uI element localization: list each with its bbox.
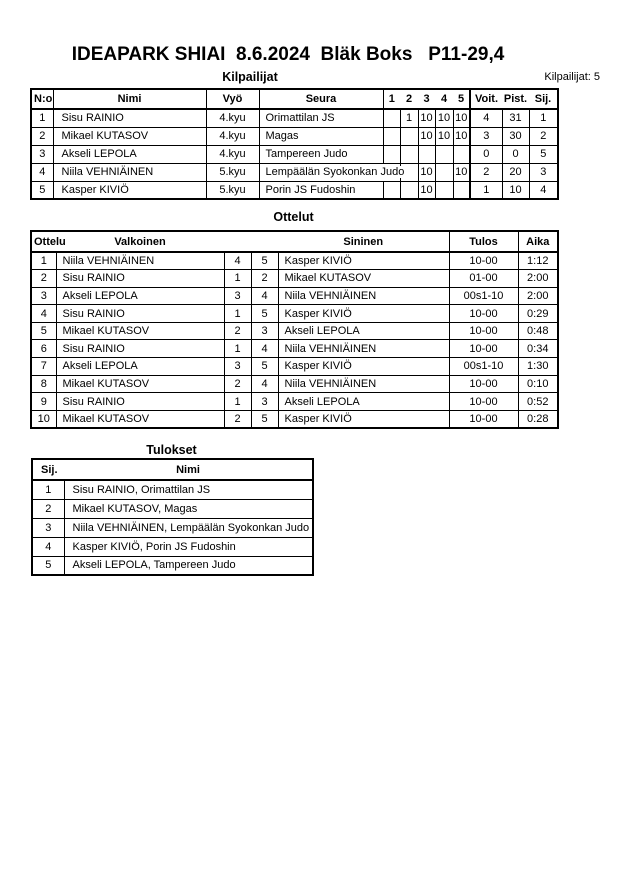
cell-sij: 5 (529, 145, 558, 163)
cell-s1 (383, 109, 400, 127)
cell-aika: 0:10 (518, 375, 558, 393)
cell-match-no: 4 (31, 305, 56, 323)
cell-tulos: 00s1-10 (449, 358, 518, 376)
cell-seura: Lempäälän Syokonkan Judo (259, 163, 383, 181)
table-row (31, 109, 558, 127)
table-row (31, 322, 558, 340)
cell-sininen-no: 5 (251, 358, 278, 376)
cell-sininen-no: 3 (251, 393, 278, 411)
kilpailijat-heading: Kilpailijat (222, 70, 278, 84)
cell-valkoinen: Niila VEHNIÄINEN (56, 252, 224, 270)
cell-s4 (435, 145, 453, 163)
cell-valkoinen: Mikael KUTASOV (56, 375, 224, 393)
cell-s4 (435, 181, 453, 199)
cell-s2 (400, 145, 418, 163)
table-row (31, 145, 558, 163)
competitors-count: Kilpailijat: 5 (544, 71, 600, 83)
cell-valkoinen: Akseli LEPOLA (56, 287, 224, 305)
cell-s2: 1 (400, 109, 418, 127)
col-header-seura: Seura (259, 89, 383, 109)
col-header-4: 4 (435, 89, 453, 109)
cell-seura: Magas (259, 127, 383, 145)
col-header-valkoinen: Valkoinen (56, 231, 224, 252)
cell-vyo: 5.kyu (206, 181, 259, 199)
table-row (31, 287, 558, 305)
cell-valkoinen-no: 4 (224, 252, 251, 270)
col-header-sno (251, 231, 278, 252)
cell-s5: 10 (453, 109, 470, 127)
cell-s3: 10 (418, 163, 435, 181)
cell-sij: 5 (32, 556, 64, 575)
cell-nimi: Mikael KUTASOV, Magas (64, 499, 313, 518)
cell-valkoinen: Sisu RAINIO (56, 393, 224, 411)
table-row (31, 393, 558, 411)
cell-sij: 2 (32, 499, 64, 518)
cell-sininen-no: 2 (251, 270, 278, 288)
cell-aika: 2:00 (518, 287, 558, 305)
cell-tulos: 00s1-10 (449, 287, 518, 305)
col-header-vyo: Vyö (206, 89, 259, 109)
cell-sininen: Niila VEHNIÄINEN (278, 287, 449, 305)
cell-s4 (435, 163, 453, 181)
table-row (31, 181, 558, 199)
cell-pist: 31 (502, 109, 529, 127)
cell-s5: 10 (453, 127, 470, 145)
cell-sininen-no: 5 (251, 305, 278, 323)
col-header-sij: Sij. (32, 459, 64, 480)
cell-tulos: 10-00 (449, 410, 518, 428)
cell-aika: 1:12 (518, 252, 558, 270)
tulokset-heading: Tulokset (146, 443, 197, 457)
cell-sij: 3 (529, 163, 558, 181)
col-header-tulos: Tulos (449, 231, 518, 252)
cell-aika: 0:28 (518, 410, 558, 428)
cell-s3: 10 (418, 181, 435, 199)
cell-s4: 10 (435, 127, 453, 145)
table-row (31, 358, 558, 376)
cell-pist: 30 (502, 127, 529, 145)
cell-seura: Tampereen Judo (259, 145, 383, 163)
cell-s3: 10 (418, 109, 435, 127)
cell-sininen-no: 4 (251, 375, 278, 393)
cell-match-no: 7 (31, 358, 56, 376)
table-row (32, 518, 313, 537)
cell-s3: 10 (418, 127, 435, 145)
cell-sij: 3 (32, 518, 64, 537)
cell-voit: 4 (470, 109, 502, 127)
col-header-ottelu: Ottelu (31, 231, 56, 252)
cell-sij: 1 (529, 109, 558, 127)
cell-voit: 1 (470, 181, 502, 199)
col-header-pist: Pist. (502, 89, 529, 109)
cell-match-no: 6 (31, 340, 56, 358)
ottelut-table (30, 230, 559, 429)
cell-tulos: 01-00 (449, 270, 518, 288)
cell-s1 (383, 181, 400, 199)
cell-voit: 2 (470, 163, 502, 181)
kilpailijat-header-row (31, 89, 558, 109)
tulokset-header-row (32, 459, 313, 480)
cell-sij: 1 (32, 480, 64, 499)
cell-sij: 2 (529, 127, 558, 145)
cell-valkoinen: Sisu RAINIO (56, 305, 224, 323)
cell-sininen: Kasper KIVIÖ (278, 410, 449, 428)
table-row (31, 305, 558, 323)
col-header-sininen: Sininen (278, 231, 449, 252)
cell-s3 (418, 145, 435, 163)
cell-nimi: Akseli LEPOLA (53, 145, 206, 163)
table-row (31, 270, 558, 288)
cell-s2 (400, 181, 418, 199)
cell-vyo: 4.kyu (206, 127, 259, 145)
table-row (31, 252, 558, 270)
cell-tulos: 10-00 (449, 375, 518, 393)
cell-vyo: 5.kyu (206, 163, 259, 181)
cell-valkoinen: Sisu RAINIO (56, 270, 224, 288)
cell-pist: 20 (502, 163, 529, 181)
cell-aika: 0:29 (518, 305, 558, 323)
col-header-no: N:o (31, 89, 53, 109)
page-title: IDEAPARK SHIAI 8.6.2024 Bläk Boks P11-29,4 (71, 44, 505, 65)
cell-no: 2 (31, 127, 53, 145)
cell-aika: 0:34 (518, 340, 558, 358)
cell-sij: 4 (32, 537, 64, 556)
cell-sininen: Akseli LEPOLA (278, 393, 449, 411)
ottelut-header-row (31, 231, 558, 252)
cell-s5: 10 (453, 163, 470, 181)
cell-nimi: Kasper KIVIÖ (53, 181, 206, 199)
cell-aika: 1:30 (518, 358, 558, 376)
cell-vyo: 4.kyu (206, 145, 259, 163)
col-header-5: 5 (453, 89, 470, 109)
cell-voit: 3 (470, 127, 502, 145)
cell-valkoinen-no: 3 (224, 287, 251, 305)
table-row (31, 410, 558, 428)
cell-sininen: Kasper KIVIÖ (278, 252, 449, 270)
tulokset-table (31, 458, 314, 576)
cell-aika: 0:48 (518, 322, 558, 340)
col-header-2: 2 (400, 89, 418, 109)
cell-s4: 10 (435, 109, 453, 127)
cell-valkoinen-no: 1 (224, 305, 251, 323)
table-row (31, 340, 558, 358)
table-row (32, 556, 313, 575)
col-header-1: 1 (383, 89, 400, 109)
cell-vyo: 4.kyu (206, 109, 259, 127)
cell-match-no: 10 (31, 410, 56, 428)
cell-seura: Orimattilan JS (259, 109, 383, 127)
cell-valkoinen-no: 1 (224, 340, 251, 358)
cell-pist: 0 (502, 145, 529, 163)
cell-match-no: 2 (31, 270, 56, 288)
table-row (31, 375, 558, 393)
cell-s2 (400, 127, 418, 145)
cell-pist: 10 (502, 181, 529, 199)
table-row (32, 537, 313, 556)
cell-aika: 0:52 (518, 393, 558, 411)
kilpailijat-table (30, 88, 559, 200)
cell-match-no: 3 (31, 287, 56, 305)
cell-tulos: 10-00 (449, 322, 518, 340)
cell-sininen: Kasper KIVIÖ (278, 358, 449, 376)
cell-no: 4 (31, 163, 53, 181)
ottelut-heading: Ottelut (273, 210, 314, 224)
cell-valkoinen: Akseli LEPOLA (56, 358, 224, 376)
cell-match-no: 1 (31, 252, 56, 270)
cell-nimi: Niila VEHNIÄINEN (53, 163, 206, 181)
col-header-vno (224, 231, 251, 252)
cell-sininen-no: 4 (251, 340, 278, 358)
cell-valkoinen: Mikael KUTASOV (56, 322, 224, 340)
col-header-3: 3 (418, 89, 435, 109)
cell-valkoinen: Sisu RAINIO (56, 340, 224, 358)
cell-valkoinen-no: 1 (224, 393, 251, 411)
cell-valkoinen-no: 2 (224, 410, 251, 428)
cell-match-no: 8 (31, 375, 56, 393)
cell-nimi: Niila VEHNIÄINEN, Lempäälän Syokonkan Judo (64, 518, 313, 537)
table-row (32, 499, 313, 518)
cell-no: 5 (31, 181, 53, 199)
col-header-aika: Aika (518, 231, 558, 252)
cell-nimi: Kasper KIVIÖ, Porin JS Fudoshin (64, 537, 313, 556)
cell-valkoinen-no: 2 (224, 375, 251, 393)
cell-sininen-no: 5 (251, 410, 278, 428)
cell-voit: 0 (470, 145, 502, 163)
cell-aika: 2:00 (518, 270, 558, 288)
cell-nimi: Akseli LEPOLA, Tampereen Judo (64, 556, 313, 575)
cell-sininen-no: 5 (251, 252, 278, 270)
cell-sininen-no: 4 (251, 287, 278, 305)
col-header-voit: Voit. (470, 89, 502, 109)
cell-sininen: Kasper KIVIÖ (278, 305, 449, 323)
cell-no: 1 (31, 109, 53, 127)
cell-s5 (453, 181, 470, 199)
cell-tulos: 10-00 (449, 340, 518, 358)
cell-tulos: 10-00 (449, 393, 518, 411)
cell-nimi: Mikael KUTASOV (53, 127, 206, 145)
cell-sininen: Akseli LEPOLA (278, 322, 449, 340)
cell-s1 (383, 127, 400, 145)
cell-no: 3 (31, 145, 53, 163)
cell-tulos: 10-00 (449, 252, 518, 270)
col-header-sij: Sij. (529, 89, 558, 109)
cell-nimi: Sisu RAINIO (53, 109, 206, 127)
cell-match-no: 9 (31, 393, 56, 411)
cell-tulos: 10-00 (449, 305, 518, 323)
cell-valkoinen: Mikael KUTASOV (56, 410, 224, 428)
cell-valkoinen-no: 3 (224, 358, 251, 376)
cell-nimi: Sisu RAINIO, Orimattilan JS (64, 480, 313, 499)
cell-valkoinen-no: 1 (224, 270, 251, 288)
cell-sininen: Mikael KUTASOV (278, 270, 449, 288)
cell-sininen: Niila VEHNIÄINEN (278, 340, 449, 358)
table-row (31, 163, 558, 181)
col-header-nimi: Nimi (53, 89, 206, 109)
cell-sininen: Niila VEHNIÄINEN (278, 375, 449, 393)
cell-seura: Porin JS Fudoshin (259, 181, 383, 199)
table-row (32, 480, 313, 499)
col-header-nimi: Nimi (64, 459, 313, 480)
table-row (31, 127, 558, 145)
cell-sij: 4 (529, 181, 558, 199)
cell-sininen-no: 3 (251, 322, 278, 340)
cell-valkoinen-no: 2 (224, 322, 251, 340)
cell-s5 (453, 145, 470, 163)
cell-s1 (383, 145, 400, 163)
cell-match-no: 5 (31, 322, 56, 340)
